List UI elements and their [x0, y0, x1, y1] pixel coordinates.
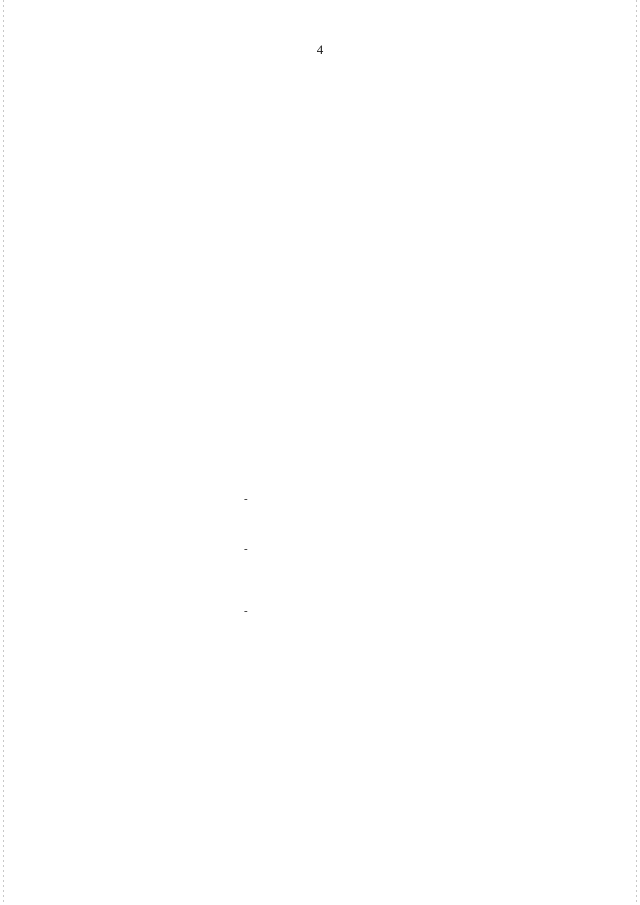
row-dash: - [244, 493, 248, 505]
row-dash: - [244, 543, 248, 555]
right-scan-edge [636, 0, 637, 905]
row-dash: - [244, 605, 248, 617]
page-number: 4 [316, 42, 324, 57]
left-scan-edge [3, 0, 4, 905]
